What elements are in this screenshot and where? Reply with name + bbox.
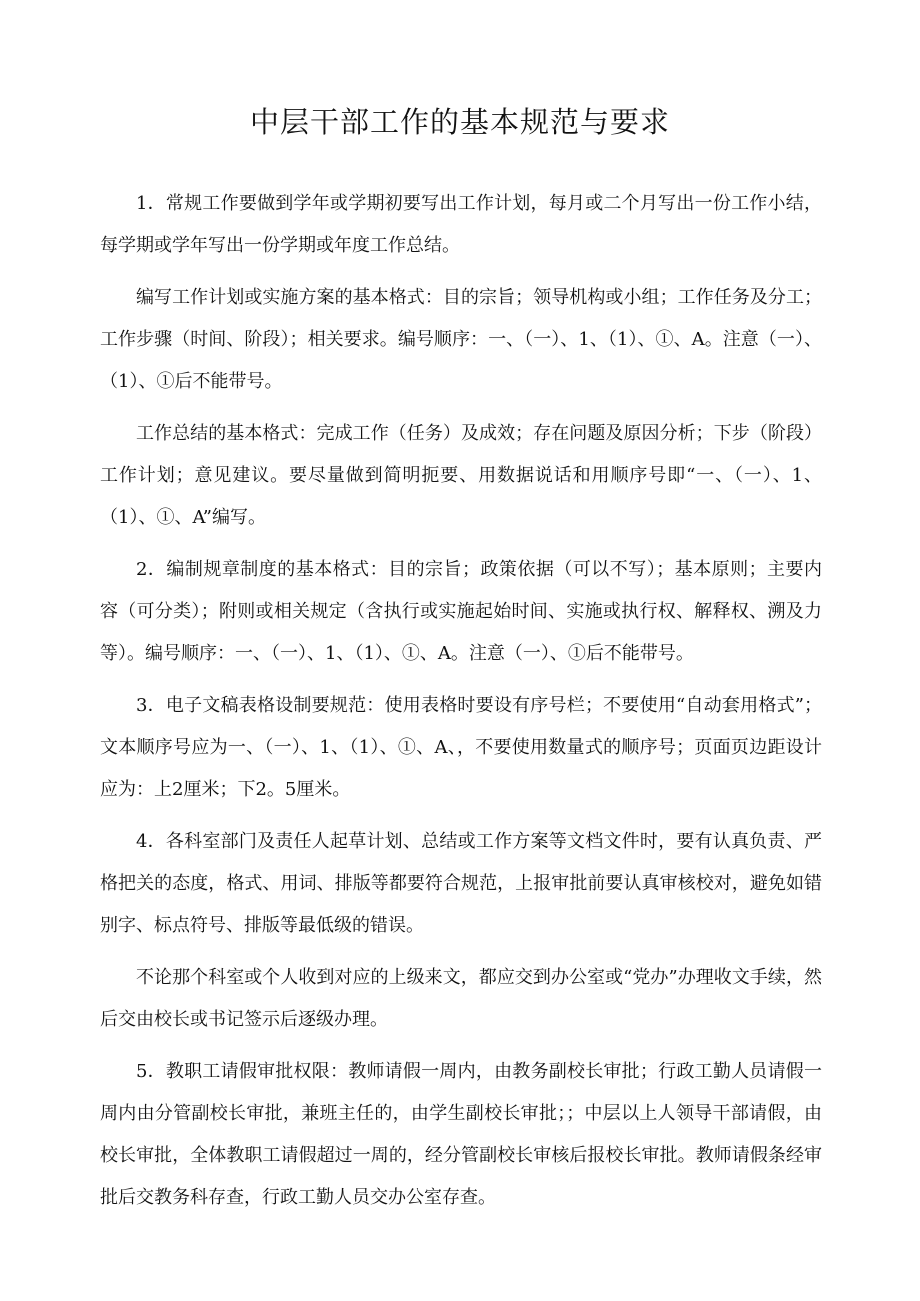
paragraph-4: 2．编制规章制度的基本格式：目的宗旨；政策依据（可以不写）；基本原则；主要内容（可分类）；附则或相关规定（含执行或实施起始时间、实施或执行权、解释权、溯及力等）。编号顺序：一、（一）、1、（1）、①、A。注意（一）、①后不能带号。 (100, 559, 822, 664)
paragraph-6: 4．各科室部门及责任人起草计划、总结或工作方案等文档文件时，要有认真负责、严格把关的态度，格式、用词、排版等都要符合规范，上报审批前要认真审核校对，避免如错别字、标点符号、排版等最低级的错误。 (100, 831, 822, 936)
paragraph-3: 工作总结的基本格式：完成工作（任务）及成效；存在问题及原因分析；下步（阶段）工作计划；意见建议。要尽量做到简明扼要、用数据说话和用顺序号即“一、（一）、1、（1）、①、A”编写。 (100, 423, 822, 528)
paragraph-7: 不论那个科室或个人收到对应的上级来文，都应交到办公室或“党办”办理收文手续，然后交由校长或书记签示后逐级办理。 (100, 967, 822, 1030)
paragraph-2: 编写工作计划或实施方案的基本格式：目的宗旨；领导机构或小组；工作任务及分工；工作步骤（时间、阶段）；相关要求。编号顺序：一、（一）、1、（1）、①、A。注意（一）、（1）、①后不能带号。 (100, 287, 822, 392)
paragraph-8: 5．教职工请假审批权限：教师请假一周内，由教务副校长审批；行政工勤人员请假一周内由分管副校长审批，兼班主任的，由学生副校长审批；；中层以上人领导干部请假，由校长审批，全体教职工请假超过一周的，经分管副校长审核后报校长审批。教师请假条经审批后交教务科存查，行政工勤人员交办公室存查。 (100, 1061, 822, 1208)
document-title: 中层干部工作的基本规范与要求 (249, 105, 670, 139)
paragraph-5: 3．电子文稿表格设制要规范：使用表格时要设有序号栏；不要使用“自动套用格式”；文本顺序号应为一、（一）、1、（1）、①、A、，不要使用数量式的顺序号；页面页边距设计应为：上2厘米；下2。5厘米。 (100, 695, 822, 800)
document-body (100, 183, 822, 1229)
paragraph-1: 1．常规工作要做到学年或学期初要写出工作计划，每月或二个月写出一份工作小结，每学期或学年写出一份学期或年度工作总结。 (100, 193, 822, 256)
